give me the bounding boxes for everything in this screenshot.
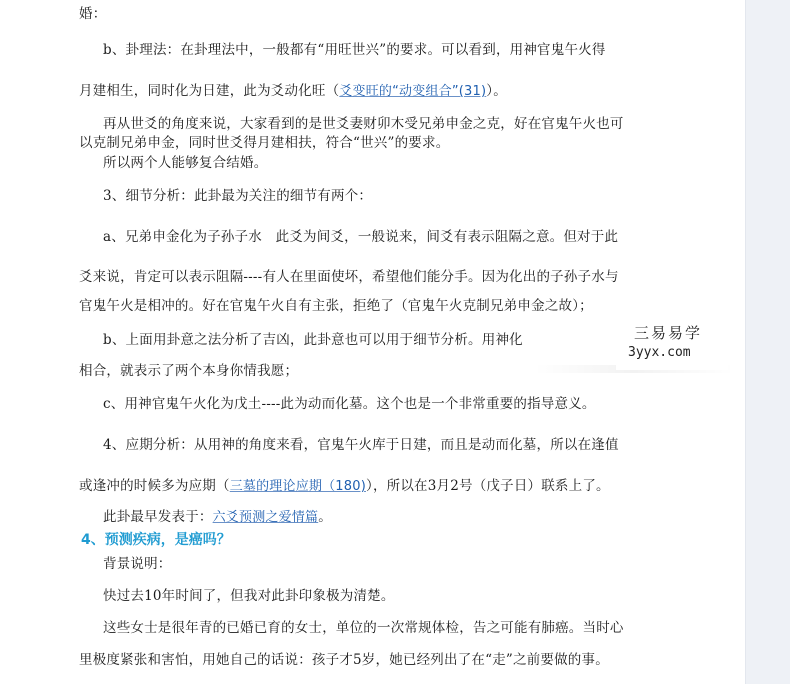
- paragraph-text: 婚：: [79, 6, 107, 22]
- paragraph: [79, 297, 593, 315]
- paragraph-text: 相合，就表示了两个本身你情我愿；: [79, 363, 299, 379]
- paragraph: [103, 508, 332, 527]
- paragraph: [79, 82, 507, 101]
- paragraph: [79, 134, 449, 152]
- paragraph-text: 再从世爻的角度来说，大家看到的是世爻妻财卯木受兄弟申金之克，好在官鬼午火也可: [103, 116, 624, 132]
- paragraph-text: 月建相生，同时化为日建，此为爻动化旺（: [79, 83, 340, 99]
- paragraph-text: 或逢冲的时候多为应期（: [79, 478, 230, 494]
- scrollbar-track[interactable]: [745, 0, 790, 684]
- paragraph-text: c、用神官鬼午火化为戊土----此为动而化墓。这个也是一个非常重要的指导意义。: [103, 396, 596, 412]
- paragraph-text: 3、细节分析：此卦最为关注的细节有两个：: [103, 188, 373, 204]
- paragraph: [103, 115, 624, 133]
- paragraph-text: a、兄弟申金化为子孙子水 此爻为间爻，一般说来，间爻有表示阻隔之意。但对于此: [103, 229, 619, 245]
- watermark: [616, 318, 728, 370]
- paragraph-text: 里极度紧张和害怕，用她自己的话说：孩子才5岁，她已经列出了在“走”之前要做的事。: [79, 652, 609, 668]
- paragraph-text: 4、应期分析：从用神的角度来看，官鬼午火库于日建，而且是动而化墓，所以在逢值: [103, 437, 619, 453]
- paragraph: [103, 619, 624, 637]
- paragraph-text: b、卦理法：在卦理法中，一般都有“用旺世兴”的要求。可以看到，用神官鬼午火得: [103, 42, 606, 58]
- paragraph: [103, 436, 619, 454]
- paragraph-text: 所以两个人能够复合结婚。: [103, 155, 268, 171]
- paragraph-text: 快过去10年时间了，但我对此卦印象极为清楚。: [103, 588, 395, 604]
- paragraph: [103, 331, 523, 349]
- paragraph-text: 。: [318, 509, 332, 525]
- paragraph-text: 爻来说，肯定可以表示阻隔----有人在里面使坏，希望他们能分手。因为化出的子孙子水与: [79, 269, 619, 285]
- paragraph-text: ）。: [486, 83, 507, 99]
- paragraph-text: b、上面用卦意之法分析了吉凶，此卦意也可以用于细节分析。用神化: [103, 332, 523, 348]
- paragraph-text: 背景说明：: [103, 556, 172, 572]
- paragraph: [103, 41, 606, 59]
- reference-link-dongbian[interactable]: 爻变旺的“动变组合”(31): [339, 84, 487, 99]
- paragraph-text: 这些女士是很年青的已婚已育的女士，单位的一次常规体检，告之可能有肺癌。当时心: [103, 620, 624, 636]
- paragraph: [79, 651, 609, 669]
- paragraph: [103, 395, 596, 413]
- watermark-title: 三易易学: [634, 324, 703, 342]
- paragraph: [79, 5, 106, 23]
- paragraph: [79, 268, 619, 286]
- paragraph-text: 以克制兄弟申金，同时世爻得月建相扶，符合“世兴”的要求。: [79, 135, 450, 151]
- reference-link-sanmu[interactable]: 三墓的理论应期（180): [229, 479, 366, 494]
- paragraph: [79, 477, 610, 496]
- paragraph-text: 此卦最早发表于：: [103, 509, 213, 525]
- paragraph: [103, 555, 172, 573]
- paragraph: [103, 154, 267, 172]
- paragraph: [103, 187, 372, 205]
- watermark-url: 3yyx.com: [628, 345, 691, 360]
- section-heading: 4、预测疾病，是癌吗？: [81, 532, 231, 548]
- paragraph-text: 官鬼午火是相冲的。好在官鬼午火自有主张，拒绝了（官鬼午火克制兄弟申金之故）；: [79, 298, 593, 314]
- paragraph: [79, 362, 298, 380]
- paragraph: [103, 228, 618, 246]
- paragraph: [103, 587, 395, 605]
- reference-link-love[interactable]: 六爻预测之爱情篇: [212, 510, 319, 525]
- paragraph-text: ），所以在3月2号（戊子日）联系上了。: [366, 478, 610, 494]
